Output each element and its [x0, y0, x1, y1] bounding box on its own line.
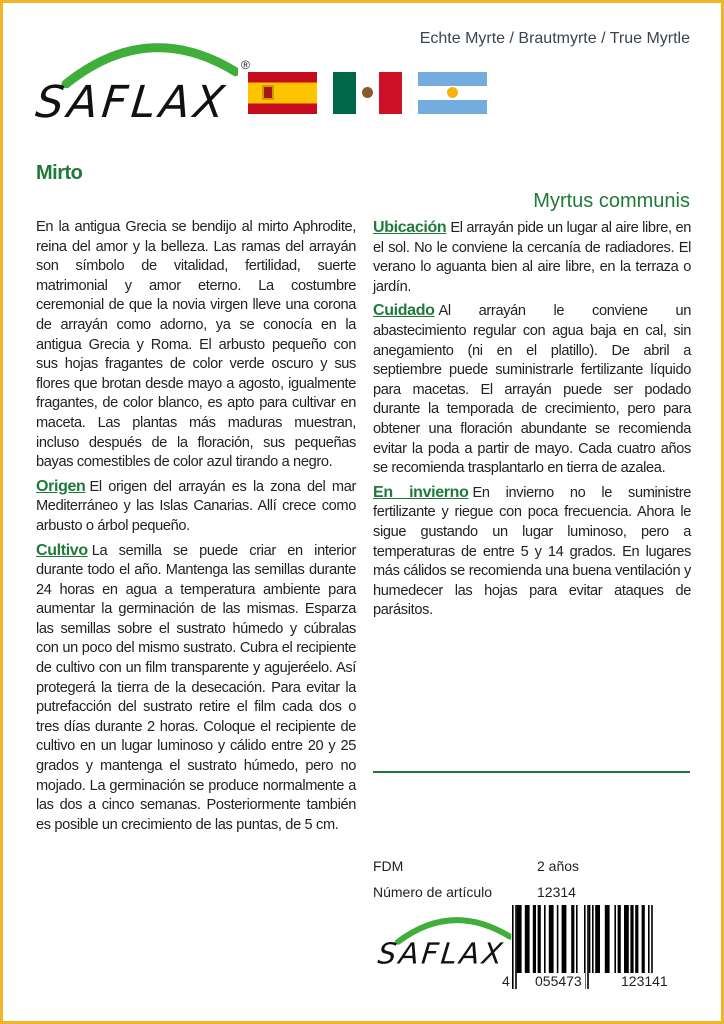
barcode-bar	[557, 905, 559, 973]
barcode-bar	[544, 905, 546, 973]
latin-name: Myrtus communis	[533, 190, 690, 212]
section-origen: Origen El origen del arrayán es la zona del mar Mediterráneo y las Islas Canarias. Allí crece como arbusto o árbol pequeño.	[36, 477, 356, 534]
spain-flag	[248, 72, 317, 114]
section-heading: Origen	[36, 477, 86, 495]
barcode-bar	[515, 905, 517, 989]
barcode-bar	[642, 905, 645, 973]
barcode-bar	[605, 905, 610, 973]
registered-mark: ®	[241, 58, 250, 72]
section-ubicacion: Ubicación El arrayán pide un lugar al aire libre, en el sol. No le conviene la cercanía de radiadores. El verano lo aguanta bien al aire libre, en la terraza o jardín.	[373, 219, 691, 295]
section-cuidado: Cuidado Al arrayán le conviene un abastecimiento regular con agua baja en cal, sin anegamiento (ni en el platillo). De abril a septiembre puede suministrarle fertilizante líquido para macetas. El arrayán puede ser podado durante la temporada de crecimiento, pero para obtener una floración abundante se recomienda evitar la poda a partir de mayo. Cada cuatro años se recomienda trasplantarlo en tierra de azalea.	[373, 302, 691, 477]
section-invierno: En invierno En invierno no le suministre fertilizante y riegue con poca frecuencia. Ahora le sigue gustando un lugar luminoso, pero a temperaturas de entre 5 y 14 grados. En lugares más cálidos se recomienda una buena ventilación y humedecer las hojas para evitar ataques de parásitos.	[373, 483, 691, 619]
barcode-bar	[512, 905, 514, 989]
section-cultivo: Cultivo La semilla se puede criar en interior durante todo el año. Mantenga las semillas durante 24 horas en agua a temperatura ambiente para aumentar la germinación de las mismas. Esparza las semillas sobre el sustrato húmedo y cúbralas con un poco del mismo sustrato. Cubra el recipiente de cultivo con un film transparente y agujeréelo. Así protegerá la tierra de la desecación. Para evitar la putrefacción del sustrato retire el film cada dos o tres días durante 2 horas. Coloque el recipiente de cultivo en un lugar luminoso y cálido entre 20 y 25 grados y mantenga el sustrato húmedo, pero no mojado. La germinación se produce normalmente a las dos a cinco semanas. Posteriormente también es posible un crecimiento de las puntas, de 5 cm.	[36, 541, 356, 833]
divider	[373, 771, 690, 773]
barcode-bar	[635, 905, 638, 973]
barcode-bar	[549, 905, 554, 973]
barcode-bar	[595, 905, 600, 973]
intro-text: En la antigua Grecia se bendijo al mirto Aphrodite, reina del amor y la belleza. Las ramas del arrayán son símbolo de vitalidad, fertilidad, suerte matrimonial y amor eterno. La costumbre ceremonial de que la novia virgen lleve una corona de arrayán como adorno, ya se conocía en la antigua Grecia y Roma. El arbusto pequeño con sus hojas fragantes de color verde oscuro y sus flores que brotan desde mayo a agosto, igualmente fragantes, de color blanco, es apto para cultivar en maceta. Las plantas más maduras muestran, incluso después de la floración, sus pequeñas bayas comestibles de color azul tirando a negro.	[36, 219, 356, 471]
barcode-bar	[576, 905, 578, 973]
barcode-bar	[618, 905, 621, 973]
section-heading: Cultivo	[36, 541, 88, 559]
barcode-bar	[562, 905, 567, 973]
barcode-bar	[589, 905, 591, 973]
barcode-bar	[592, 905, 594, 973]
article-value: 12314	[537, 884, 576, 900]
flags	[248, 72, 487, 114]
mexico-flag	[333, 72, 402, 114]
saflax-logo: SAFLAX ®	[36, 28, 246, 128]
barcode-digit-first: 4	[502, 973, 510, 989]
section-heading: En invierno	[373, 483, 469, 501]
left-column	[36, 218, 356, 839]
fdm-value: 2 años	[537, 858, 580, 874]
product-title: Mirto	[36, 162, 83, 184]
barcode-bar	[538, 905, 541, 973]
fdm-label: FDM	[373, 858, 404, 874]
saflax-logo-small: SAFLAX	[378, 905, 510, 971]
barcode-bar	[517, 905, 522, 973]
barcode-digits-left: 055473	[532, 973, 585, 989]
section-heading: Ubicación	[373, 219, 447, 236]
barcode-bar	[630, 905, 633, 973]
section-heading: Cuidado	[373, 302, 435, 320]
article-label: Número de artículo	[373, 884, 493, 900]
barcode-digits-right: 123141	[618, 973, 671, 989]
barcode-bar	[525, 905, 530, 973]
right-column	[373, 218, 691, 625]
argentina-flag	[418, 72, 487, 114]
barcode-bar	[624, 905, 629, 973]
barcode-bar	[571, 905, 574, 973]
barcode-bar	[614, 905, 616, 973]
barcode-bar	[533, 905, 536, 973]
barcode-bar	[587, 905, 589, 989]
common-names: Echte Myrte / Brautmyrte / True Myrtle	[419, 30, 690, 47]
